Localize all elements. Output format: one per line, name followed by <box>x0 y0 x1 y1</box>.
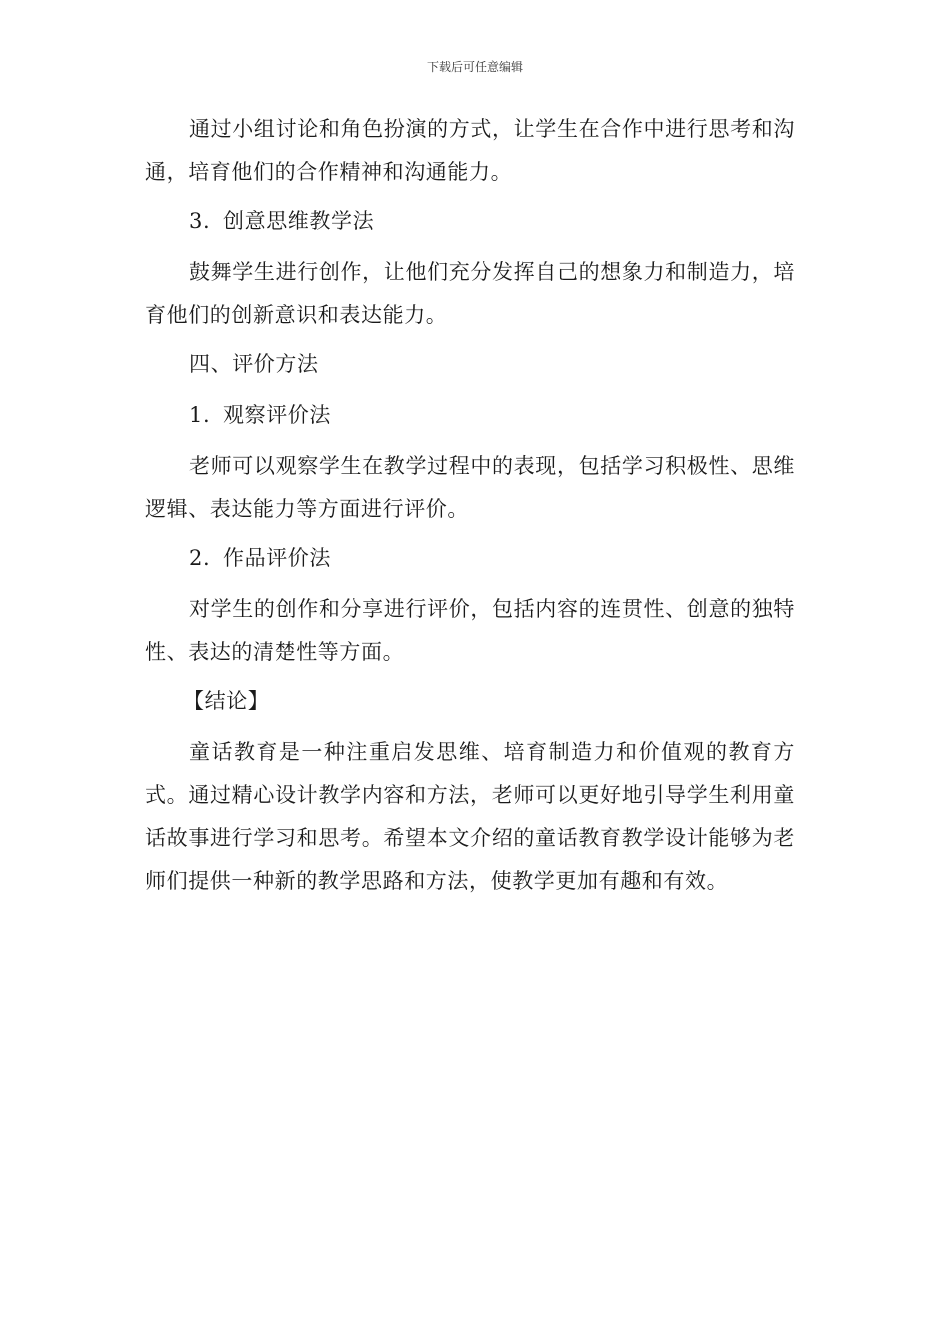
paragraph-creativity: 鼓舞学生进行创作，让他们充分发挥自己的想象力和制造力，培育他们的创新意识和表达能力。 <box>145 260 795 327</box>
document-body <box>145 108 795 909</box>
paragraph-work-evaluation: 对学生的创作和分享进行评价，包括内容的连贯性、创意的独特性、表达的清楚性等方面。 <box>145 597 795 664</box>
heading-work-evaluation <box>145 537 795 580</box>
section-heading-evaluation: 四、评价方法 <box>189 352 319 376</box>
paragraph-observation: 老师可以观察学生在教学过程中的表现，包括学习积极性、思维逻辑、表达能力等方面进行评价。 <box>145 454 795 521</box>
heading-number: 3. <box>189 209 211 233</box>
heading-creative-thinking <box>145 200 795 243</box>
paragraph-conclusion: 童话教育是一种注重启发思维、培育制造力和价值观的教育方式。通过精心设计教学内容和方法，老师可以更好地引导学生利用童话故事进行学习和思考。希望本文介绍的童话教育教学设计能够为老师们提供一种新的教学思路和方法，使教学更加有趣和有效。 <box>145 740 795 893</box>
heading-text: 作品评价法 <box>223 546 331 570</box>
heading-text: 创意思维教学法 <box>223 209 375 233</box>
heading-number: 2. <box>189 546 211 570</box>
heading-number: 1. <box>189 403 211 427</box>
page-header-note: 下载后可任意编辑 <box>426 60 523 74</box>
heading-observation-evaluation <box>145 394 795 437</box>
heading-text: 观察评价法 <box>223 403 331 427</box>
paragraph-cooperation: 通过小组讨论和角色扮演的方式，让学生在合作中进行思考和沟通，培育他们的合作精神和沟通能力。 <box>145 117 795 184</box>
conclusion-heading: 【结论】 <box>183 689 270 713</box>
